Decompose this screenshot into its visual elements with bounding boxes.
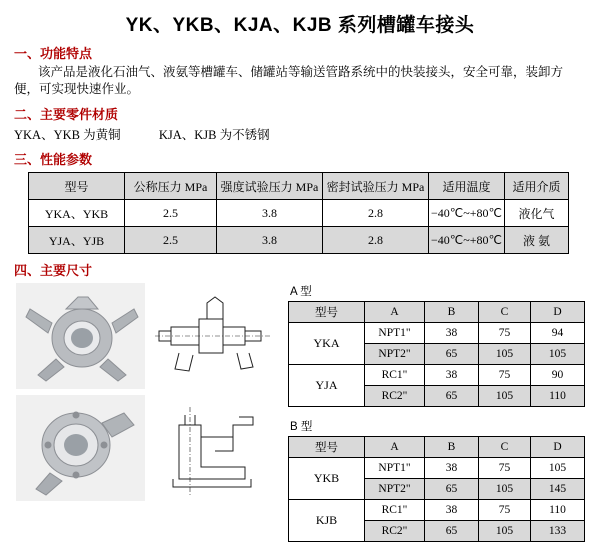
dim-model-cell: YKA bbox=[289, 323, 365, 365]
dim-cell: 38 bbox=[425, 458, 479, 479]
perf-header-cell: 强度试验压力 MPa bbox=[217, 173, 323, 200]
dimension-tables-column bbox=[288, 283, 584, 542]
dim-cell: 145 bbox=[531, 479, 585, 500]
dim-header-cell: C bbox=[479, 437, 531, 458]
dim-cell: NPT1" bbox=[365, 458, 425, 479]
dim-cell: 75 bbox=[479, 500, 531, 521]
dim-cell: 38 bbox=[425, 365, 479, 386]
table-header-row bbox=[289, 302, 585, 323]
dim-cell: 94 bbox=[531, 323, 585, 344]
dim-cell: 105 bbox=[531, 458, 585, 479]
document-page bbox=[0, 10, 600, 537]
page-title: YK、YKB、KJA、KJB 系列槽罐车接头 bbox=[125, 15, 475, 36]
perf-cell: 2.8 bbox=[323, 200, 429, 227]
perf-cell: 液 氨 bbox=[505, 227, 569, 254]
table-row bbox=[29, 227, 569, 254]
perf-cell: 3.8 bbox=[217, 200, 323, 227]
perf-header-cell: 密封试验压力 MPa bbox=[323, 173, 429, 200]
dim-model-cell: YJA bbox=[289, 365, 365, 407]
table-header-row bbox=[29, 173, 569, 200]
dim-header-cell: D bbox=[531, 437, 585, 458]
table-row bbox=[289, 500, 585, 521]
image-column bbox=[16, 283, 278, 507]
section-heading-dimensions: 四、主要尺寸 bbox=[14, 263, 93, 278]
perf-cell: 3.8 bbox=[217, 227, 323, 254]
perf-cell: 2.5 bbox=[125, 200, 217, 227]
photo-coupling-a bbox=[16, 283, 145, 389]
table-header-row bbox=[289, 437, 585, 458]
type-label-a: A 型 bbox=[290, 286, 312, 298]
perf-cell: YJA、YJB bbox=[29, 227, 125, 254]
perf-cell: −40℃~+80℃ bbox=[429, 227, 505, 254]
photo-row-b bbox=[16, 395, 278, 501]
material-brass: YKA、YKB 为黄铜 bbox=[14, 128, 121, 142]
dim-cell: RC2" bbox=[365, 386, 425, 407]
photo-row-a bbox=[16, 283, 278, 389]
dim-header-cell: A bbox=[365, 302, 425, 323]
dim-cell: 38 bbox=[425, 323, 479, 344]
dim-header-cell: 型号 bbox=[289, 302, 365, 323]
dim-cell: NPT2" bbox=[365, 479, 425, 500]
perf-cell: 2.5 bbox=[125, 227, 217, 254]
type-label-b: B 型 bbox=[290, 421, 313, 433]
dim-cell: 65 bbox=[425, 386, 479, 407]
table-row bbox=[289, 458, 585, 479]
dim-cell: 75 bbox=[479, 365, 531, 386]
dim-cell: 90 bbox=[531, 365, 585, 386]
table-row bbox=[289, 365, 585, 386]
dimension-table-a bbox=[288, 301, 585, 407]
perf-cell: 2.8 bbox=[323, 227, 429, 254]
dim-cell: RC1" bbox=[365, 365, 425, 386]
dim-header-cell: C bbox=[479, 302, 531, 323]
dim-cell: RC1" bbox=[365, 500, 425, 521]
perf-cell: YKA、YKB bbox=[29, 200, 125, 227]
drawing-coupling-b bbox=[149, 395, 278, 501]
dim-cell: RC2" bbox=[365, 521, 425, 542]
dim-model-cell: YKB bbox=[289, 458, 365, 500]
dim-cell: 65 bbox=[425, 479, 479, 500]
table-row bbox=[29, 200, 569, 227]
perf-header-cell: 公称压力 MPa bbox=[125, 173, 217, 200]
drawing-coupling-a bbox=[149, 283, 278, 389]
dim-cell: NPT2" bbox=[365, 344, 425, 365]
section-heading-performance: 三、性能参数 bbox=[14, 152, 93, 167]
dim-header-cell: D bbox=[531, 302, 585, 323]
dim-header-cell: B bbox=[425, 437, 479, 458]
dim-header-cell: A bbox=[365, 437, 425, 458]
dim-cell: 65 bbox=[425, 344, 479, 365]
dim-cell: 133 bbox=[531, 521, 585, 542]
perf-header-cell: 型号 bbox=[29, 173, 125, 200]
dim-cell: 105 bbox=[479, 344, 531, 365]
perf-header-cell: 适用介质 bbox=[505, 173, 569, 200]
dim-cell: 65 bbox=[425, 521, 479, 542]
performance-table bbox=[28, 172, 569, 254]
photo-coupling-b bbox=[16, 395, 145, 501]
dim-cell: 105 bbox=[531, 344, 585, 365]
dim-cell: 110 bbox=[531, 386, 585, 407]
table-spacer bbox=[288, 407, 584, 418]
dim-cell: NPT1" bbox=[365, 323, 425, 344]
perf-cell: −40℃~+80℃ bbox=[429, 200, 505, 227]
material-steel: KJA、KJB 为不锈钢 bbox=[158, 128, 270, 142]
dim-cell: 105 bbox=[479, 479, 531, 500]
dim-cell: 105 bbox=[479, 386, 531, 407]
dim-model-cell: KJB bbox=[289, 500, 365, 542]
dim-header-cell: 型号 bbox=[289, 437, 365, 458]
dim-cell: 75 bbox=[479, 323, 531, 344]
section-heading-features: 一、功能特点 bbox=[14, 46, 93, 61]
perf-header-cell: 适用温度 bbox=[429, 173, 505, 200]
dim-cell: 38 bbox=[425, 500, 479, 521]
section-heading-materials: 二、主要零件材质 bbox=[14, 107, 119, 122]
dim-cell: 105 bbox=[479, 521, 531, 542]
dim-cell: 110 bbox=[531, 500, 585, 521]
dim-cell: 75 bbox=[479, 458, 531, 479]
table-row bbox=[289, 323, 585, 344]
perf-cell: 液化气 bbox=[505, 200, 569, 227]
materials-line bbox=[14, 125, 586, 143]
dim-header-cell: B bbox=[425, 302, 479, 323]
dimension-table-b bbox=[288, 436, 585, 542]
features-paragraph: 该产品是液化石油气、液氨等槽罐车、储罐站等输送管路系统中的快装接头，安全可靠，装卸方便，可实现快速作业。 bbox=[14, 65, 564, 96]
